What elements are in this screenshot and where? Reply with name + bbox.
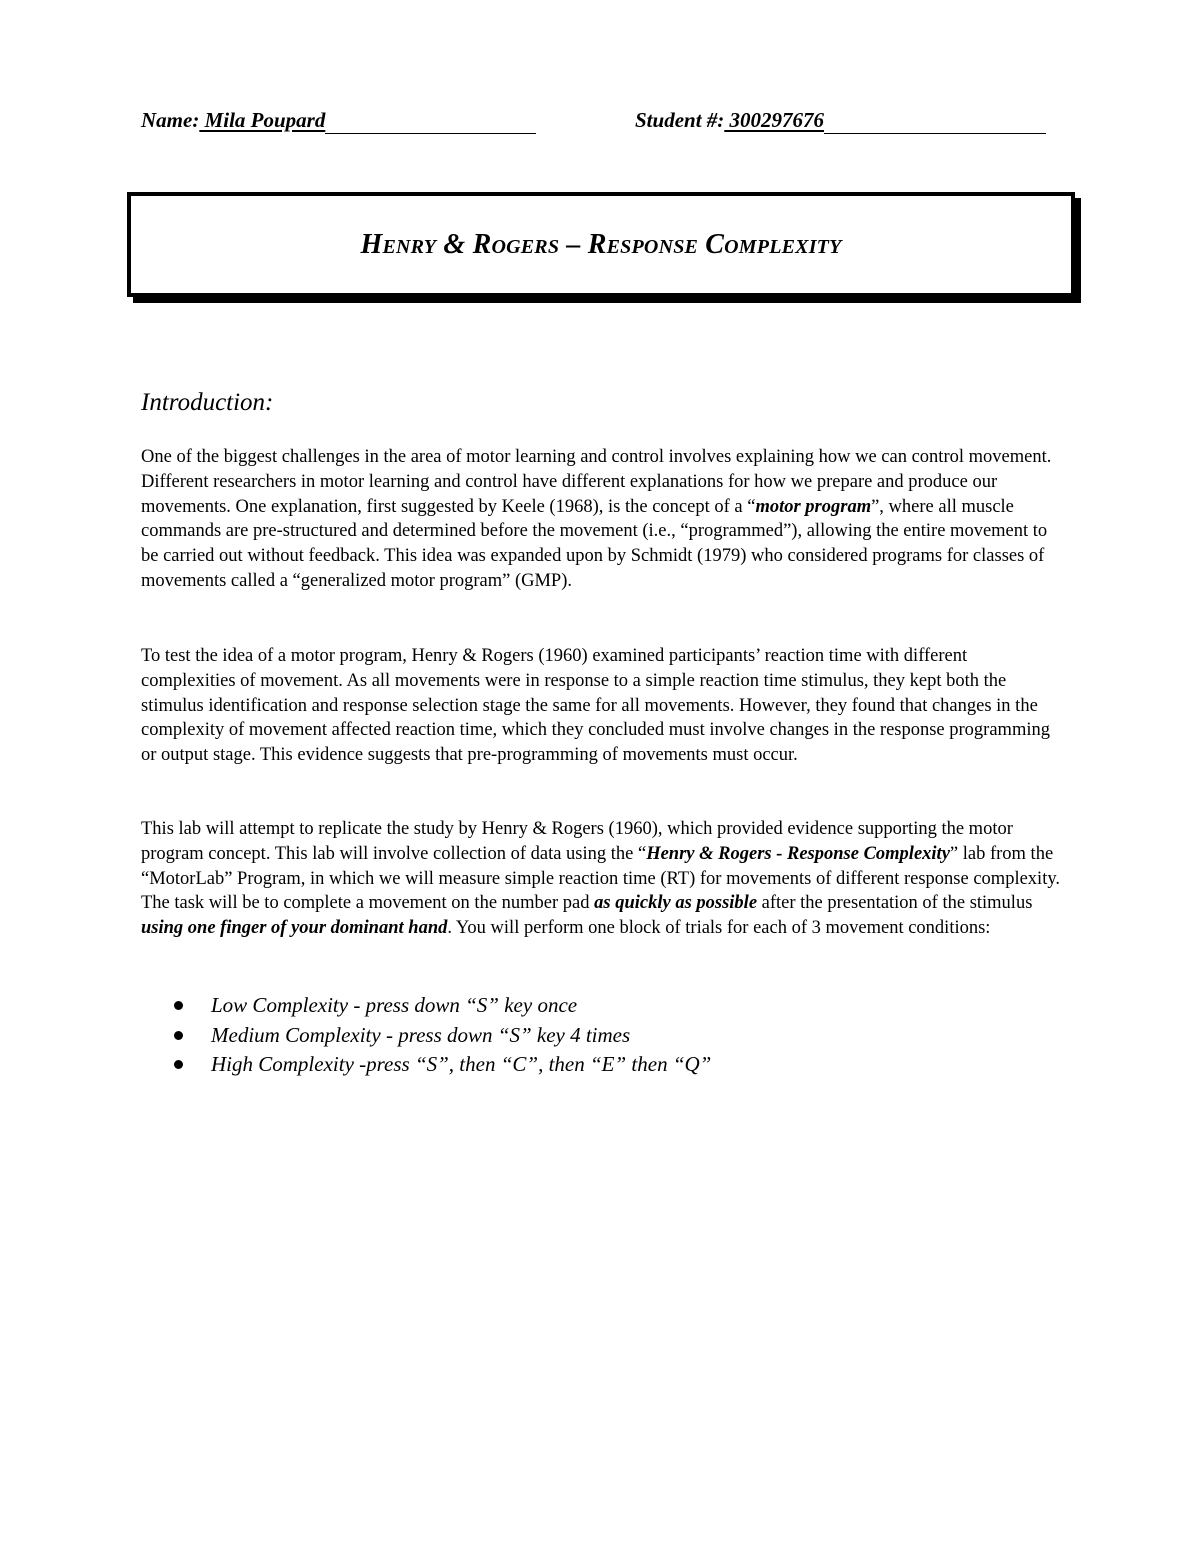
p3-quickly: as quickly as possible: [594, 893, 758, 914]
name-field: [141, 106, 560, 134]
bullet-icon: [174, 1001, 183, 1010]
condition-high: High Complexity -press “S”, then “C”, then “E” then “Q”: [211, 1052, 712, 1076]
p3-text-e: after the presentation of the stimulus: [757, 893, 1033, 914]
condition-medium: Medium Complexity - press down “S” key 4 times: [211, 1022, 631, 1047]
p3-one-finger: using one finger of your dominant hand: [141, 918, 448, 939]
page-title: Henry & Rogers – Response Complexity: [360, 228, 842, 260]
p1-motor-program: motor program: [755, 496, 872, 517]
name-label: Name:: [141, 108, 200, 132]
p1-text-a: One of the biggest challenges in the area of motor learning and control involves explaining how we can control movement. Different researchers in motor learning and control have different explanations for how we prepare and produce our movements. One explanation, first suggested by Keele (1968), is the concept of a “: [141, 447, 1052, 517]
title-box: [127, 192, 1075, 297]
introduction-paragraph-3: [141, 817, 1061, 941]
name-value: Mila Poupard: [199, 108, 326, 132]
p3-text-g: . You will perform one block of trials for each of 3 movement conditions:: [447, 918, 991, 939]
list-item: [171, 1050, 1051, 1080]
condition-low: Low Complexity - press down “S” key once: [211, 993, 578, 1017]
student-number-field: [635, 106, 1071, 134]
student-number-underline: [824, 111, 1046, 134]
student-number-value: 300297676: [724, 108, 825, 132]
conditions-list: [171, 991, 1051, 1080]
introduction-paragraph-2: To test the idea of a motor program, Henry & Rogers (1960) examined participants’ reaction time with different complexities of movement. As all movements were in response to a simple reaction time stimulus, they kept both the stimulus identification and response selection stage the same for all movements. However, they found that changes in the complexity of movement affected reaction time, which they concluded must involve changes in the response programming or output stage. This evidence suggests that pre-programming of movements must occur.: [141, 646, 1050, 766]
name-underline: [325, 111, 536, 134]
bullet-icon: [174, 1060, 183, 1069]
p3-text-a: This lab will attempt to replicate the study by Henry & Rogers (1960), which provided evidence supporting the motor program concept. This lab will involve collection of data using the “: [141, 819, 1013, 864]
p1-text-c: ”, where all muscle commands are pre-structured and determined before the movement (i.e., “programmed”), allowing the entire movement to be carried out without feedback. This idea was expanded upon by Schmidt (1979) who considered programs for classes of movements called a “generalized motor program” (GMP).: [141, 496, 1048, 591]
list-item: [171, 991, 1051, 1021]
student-number-label: Student #:: [635, 108, 725, 132]
list-item: [171, 1021, 1051, 1051]
p3-text-c: ” lab from the “MotorLab” Program, in which we will measure simple reaction time (RT) for movements of different response complexity. The task will be to complete a movement on the number pad: [141, 843, 1061, 914]
introduction-paragraph-1: [141, 445, 1061, 594]
introduction-heading: Introduction:: [141, 389, 274, 416]
p3-lab-name: Henry & Rogers - Response Complexity: [646, 843, 950, 864]
bullet-icon: [174, 1031, 183, 1040]
